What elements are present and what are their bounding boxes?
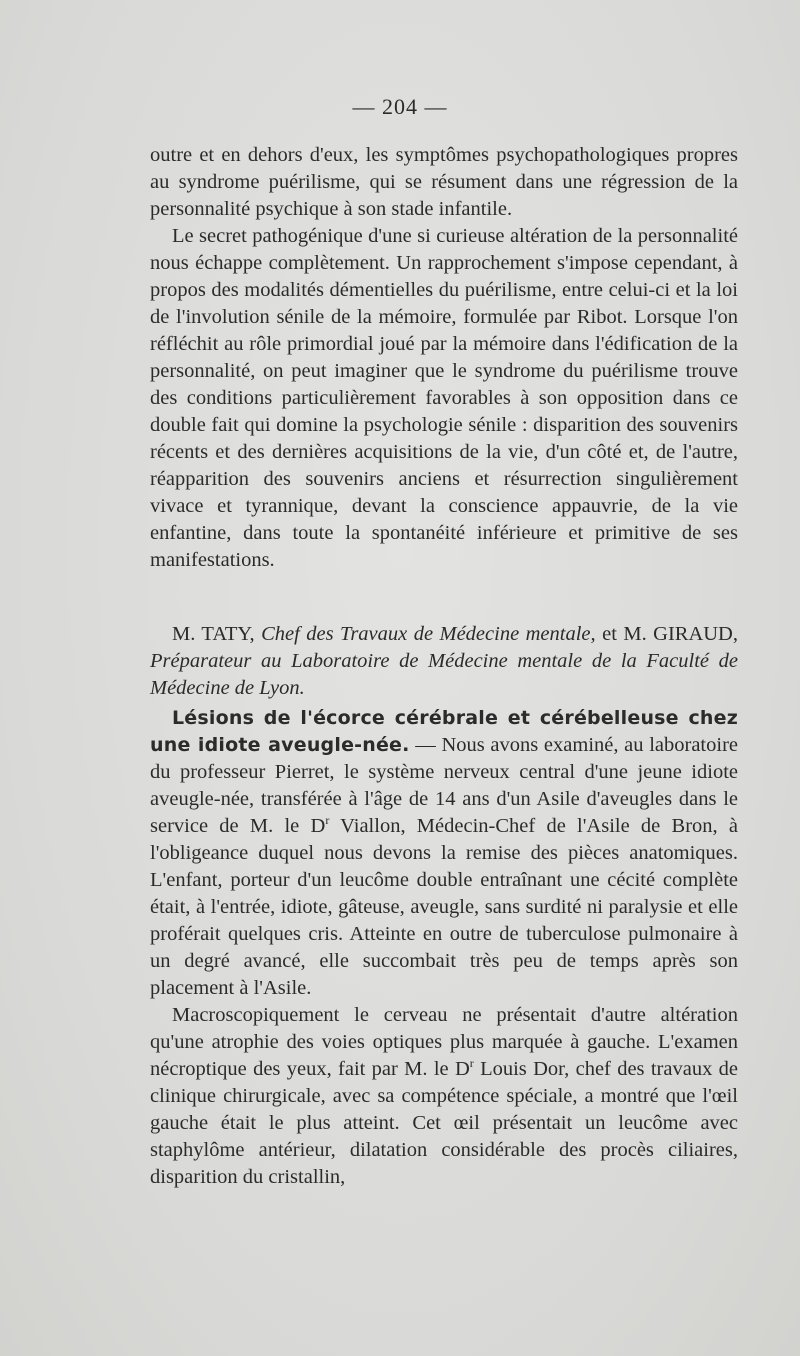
article-intro-text-a: — Nous avons examiné, au laboratoire du professeur Pierret, le système nerveux central d'une jeune idiote aveugle-née, transférée à l'âge de 14 ans d'un Asile d'aveugles dans le service de M. le D: [150, 734, 738, 837]
author-name-taty: M. TATY,: [172, 623, 255, 645]
article-lesions: [150, 705, 738, 1191]
article-intro-paragraph: [150, 705, 738, 1002]
superscript-r: r: [325, 813, 330, 828]
page-number: — 204 —: [352, 94, 448, 119]
article-title: Lésions de l'écorce cérébrale et cérébelleuse chez une idiote aveugle-née.: [150, 707, 738, 756]
macro-text-b: Louis Dor, chef des travaux de clinique chirurgicale, avec sa compétence spéciale, a montré que l'œil gauche était le plus atteint. Cet œil présentait un leucôme avec staphylôme antérieur, dilatation considérable des procès ciliaires, disparition du cristallin,: [150, 1058, 738, 1188]
paragraph-secret-pathogenique: Le secret pathogénique d'une si curieuse altération de la personnalité nous échappe complètement. Un rapprochement s'impose cependant, à propos des modalités démentielles du puérilisme, entre celui-ci et la loi de l'involution sénile de la mémoire, formulée par Ribot. Lorsque l'on réfléchit au rôle primordial joué par la mémoire dans l'édification de la personnalité, on peut imaginer que le syndrome du puérilisme trouve des conditions particulièrement favorables à son opposition dans ce double fait qui domine la psychologie sénile : disparition des souvenirs récents et des dernières acquisitions de la vie, d'un côté et, de l'autre, réapparition des souvenirs anciens et résurrection singulièrement vivace et tyrannique, devant la conscience appauvrie, de la vie enfantine, dans toute la spontanéité inférieure et primitive de ses manifestations.: [150, 225, 738, 571]
paragraph-continued: outre et en dehors d'eux, les symptômes psychopathologiques propres au syndrome puérilisme, qui se résument dans une régression de la personnalité psychique à son stade infantile.: [150, 144, 738, 220]
article-intro-text-b: Viallon, Médecin-Chef de l'Asile de Bron, à l'obligeance duquel nous devons la remise des pièces anatomiques. L'enfant, porteur d'un leucôme double entraînant une cécité complète était, à l'entrée, idiote, gâteuse, aveugle, sans surdité ni paralysie et elle proférait quelques cris. Atteinte en outre de tuberculose pulmonaire à un degré avancé, elle succombait très peu de temps après son placement à l'Asile.: [150, 815, 738, 999]
authors-line: [150, 621, 738, 702]
author-title-taty: Chef des Travaux de Médecine mentale,: [261, 623, 596, 645]
superscript-r-2: r: [469, 1056, 474, 1071]
macro-text-a: Macroscopiquement le cerveau ne présentait d'autre altération qu'une atrophie des voies optiques plus marquée à gauche. L'examen nécroptique des yeux, fait par M. le D: [150, 1004, 738, 1080]
author-name-giraud: M. GIRAUD,: [623, 623, 738, 645]
section-puerilisme: [150, 142, 738, 574]
authors-block: [150, 621, 738, 702]
author-conjunction: et: [602, 623, 617, 645]
article-macroscopic-paragraph: [150, 1002, 738, 1191]
author-title-giraud: Préparateur au Laboratoire de Médecine mentale de la Faculté de Médecine de Lyon.: [150, 650, 738, 699]
